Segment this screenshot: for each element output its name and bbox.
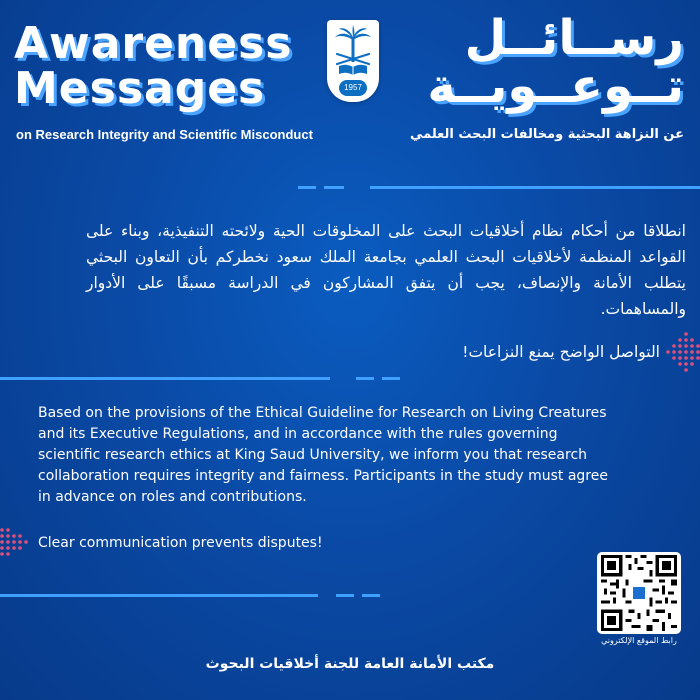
subtitle-ar: عن النزاهة البحثية ومخالفات البحث العلمي [410, 127, 684, 142]
qr-code-icon [601, 555, 677, 631]
subtitle-en: on Research Integrity and Scientific Misconduct [16, 127, 313, 142]
title-ar-line1: رســائــل [464, 10, 684, 66]
dot-pattern-right [664, 332, 700, 372]
divider-dash [336, 594, 354, 597]
divider-dash [298, 186, 316, 189]
title-ar-line2: تــوعــويــة [427, 58, 684, 114]
english-callout: Clear communication prevents disputes! [38, 535, 323, 551]
qr-caption: رابط الموقع الإلكتروني [601, 636, 677, 645]
dot-pattern-left [0, 522, 36, 562]
divider-dash [324, 186, 344, 189]
logo-year-badge: 1957 [339, 80, 367, 96]
arabic-paragraph: انطلاقا من أحكام نظام أخلاقيات البحث على المخلوقات الحية ولائحته التنفيذية، وبناء على القواعد المنظمة لأخلاقيات البحث العلمي بجامعة الملك سعود نخطركم بأن التعاون البحثي يتطلب الأمانة والإنصاف، يجب أن يتفق المشاركون في الدراسة مسبقًا على الأدوار والمساهمات. [86, 222, 686, 318]
divider-line [0, 594, 318, 597]
palm-swords-icon [327, 24, 379, 78]
divider-line [0, 377, 330, 380]
qr-code[interactable] [597, 552, 681, 634]
title-en-line2: Messages [14, 63, 266, 114]
divider-dash [362, 594, 380, 597]
title-en-line1: Awareness [14, 18, 293, 69]
english-paragraph: Based on the provisions of the Ethical Guideline for Research on Living Creatures and its Executive Regulations, and in accordance with the rules governing scientific research ethics at King Saud University, we inform you that research collaboration requires integrity and fairness. Participants in the study must agree in advance on roles and contributions. [38, 405, 608, 505]
footer-office-name: مكتب الأمانة العامة للجنة أخلاقيات البحوث [205, 656, 495, 672]
divider-dash [356, 377, 374, 380]
divider-dash [382, 377, 400, 380]
arabic-callout: التواصل الواضح يمنع النزاعات! [462, 343, 660, 361]
divider-line [370, 186, 700, 189]
university-logo [327, 20, 379, 102]
